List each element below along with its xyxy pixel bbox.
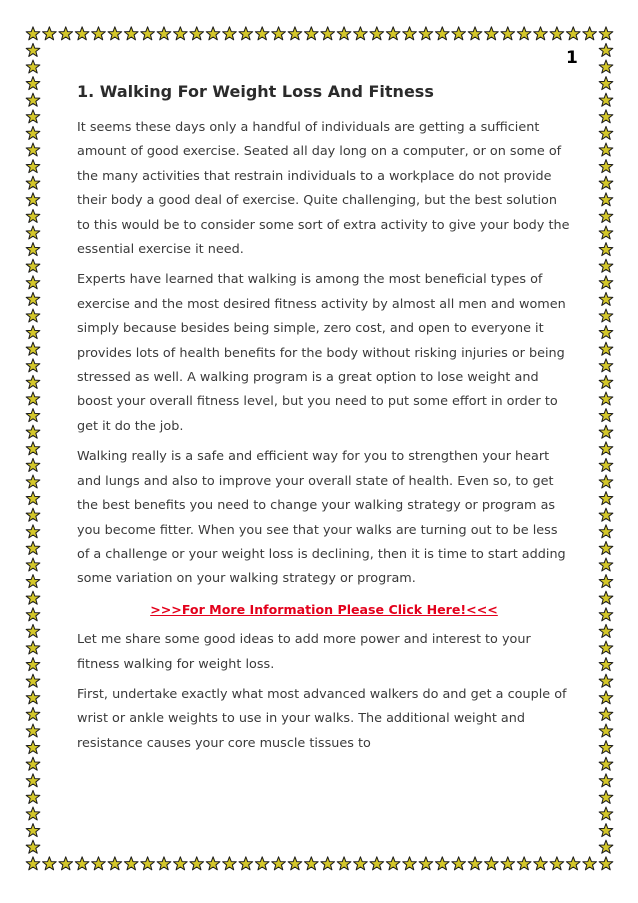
- star-icon: [288, 27, 302, 40]
- star-icon: [599, 309, 613, 322]
- star-icon: [157, 857, 171, 870]
- star-icon: [26, 641, 40, 654]
- star-icon: [599, 558, 613, 571]
- star-icon: [599, 508, 613, 521]
- star-icon: [92, 27, 106, 40]
- star-icon: [403, 27, 417, 40]
- star-icon: [206, 27, 220, 40]
- star-icon: [157, 27, 171, 40]
- star-icon: [599, 475, 613, 488]
- star-icon: [599, 857, 613, 870]
- star-icon: [386, 857, 400, 870]
- star-icon: [599, 326, 613, 339]
- star-icon: [26, 774, 40, 787]
- star-icon: [26, 442, 40, 455]
- star-icon: [26, 741, 40, 754]
- star-icon: [26, 60, 40, 73]
- star-icon: [26, 359, 40, 372]
- star-icon: [26, 309, 40, 322]
- page-number: 1: [566, 48, 578, 68]
- star-icon: [26, 525, 40, 538]
- star-icon: [43, 27, 57, 40]
- star-icon: [26, 375, 40, 388]
- star-icon: [26, 160, 40, 173]
- star-icon: [485, 857, 499, 870]
- article-title: 1. Walking For Weight Loss And Fitness: [77, 82, 434, 101]
- star-icon: [599, 674, 613, 687]
- star-icon: [26, 27, 40, 40]
- star-icon: [599, 840, 613, 853]
- star-icon: [337, 857, 351, 870]
- star-icon: [206, 857, 220, 870]
- star-icon: [599, 60, 613, 73]
- star-icon: [452, 857, 466, 870]
- star-icon: [599, 160, 613, 173]
- star-icon: [452, 27, 466, 40]
- paragraph-5: First, undertake exactly what most advanced walkers do and get a couple of wrist or ankle weights to use in your walks. The additional weight and resistance causes your core muscle tissues to: [77, 686, 567, 751]
- star-icon: [272, 27, 286, 40]
- star-icon: [321, 27, 335, 40]
- star-icon: [599, 658, 613, 671]
- star-icon: [124, 27, 138, 40]
- star-icon: [599, 243, 613, 256]
- star-icon: [501, 857, 515, 870]
- paragraph-4: Let me share some good ideas to add more power and interest to your fitness walking for weight loss.: [77, 632, 531, 672]
- star-icon: [26, 43, 40, 56]
- star-icon: [599, 707, 613, 720]
- star-icon: [26, 77, 40, 90]
- star-icon: [599, 392, 613, 405]
- star-icon: [583, 27, 597, 40]
- star-icon: [26, 492, 40, 505]
- star-icon: [26, 458, 40, 471]
- star-icon: [599, 591, 613, 604]
- star-icon: [534, 27, 548, 40]
- more-info-link[interactable]: >>>For More Information Please Click Here!<<<: [150, 601, 498, 617]
- star-icon: [599, 209, 613, 222]
- star-icon: [26, 674, 40, 687]
- star-icon: [599, 193, 613, 206]
- star-icon: [599, 807, 613, 820]
- star-icon: [92, 857, 106, 870]
- star-icon: [566, 857, 580, 870]
- star-icon: [599, 425, 613, 438]
- star-icon: [26, 757, 40, 770]
- star-icon: [599, 27, 613, 40]
- star-icon: [26, 707, 40, 720]
- star-icon: [26, 608, 40, 621]
- star-icon: [599, 292, 613, 305]
- star-icon: [26, 143, 40, 156]
- star-icon: [599, 824, 613, 837]
- star-icon: [190, 27, 204, 40]
- star-icon: [599, 359, 613, 372]
- star-icon: [26, 724, 40, 737]
- star-icon: [26, 176, 40, 189]
- star-icon: [26, 243, 40, 256]
- star-icon: [26, 226, 40, 239]
- star-icon: [599, 442, 613, 455]
- star-icon: [599, 143, 613, 156]
- star-icon: [255, 857, 269, 870]
- star-icon: [599, 375, 613, 388]
- star-icon: [26, 292, 40, 305]
- star-icon: [288, 857, 302, 870]
- star-icon: [239, 857, 253, 870]
- paragraph-3: Walking really is a safe and efficient way for you to strengthen your heart and lungs and also to improve your overall state of health. Even so, to get the best benefits you need to change your walking strategy or program as you become fitter. When you see that your walks are turning out to be less of a challenge or your weight loss is declining, then it is time to start adding some variation on your walking strategy or program.: [77, 449, 566, 587]
- star-icon: [599, 790, 613, 803]
- star-icon: [386, 27, 400, 40]
- star-icon: [435, 857, 449, 870]
- star-icon: [599, 126, 613, 139]
- star-icon: [304, 857, 318, 870]
- star-icon: [550, 857, 564, 870]
- star-icon: [26, 591, 40, 604]
- star-icon: [599, 110, 613, 123]
- star-icon: [26, 658, 40, 671]
- star-icon: [26, 193, 40, 206]
- star-icon: [26, 807, 40, 820]
- star-icon: [141, 27, 155, 40]
- star-icon: [108, 857, 122, 870]
- star-icon: [354, 857, 368, 870]
- star-icon: [174, 27, 188, 40]
- star-icon: [26, 110, 40, 123]
- star-icon: [599, 77, 613, 90]
- star-icon: [550, 27, 564, 40]
- star-icon: [272, 857, 286, 870]
- star-icon: [599, 724, 613, 737]
- star-icon: [26, 691, 40, 704]
- more-info-link-line: [77, 598, 571, 622]
- star-icon: [255, 27, 269, 40]
- star-icon: [59, 857, 73, 870]
- star-icon: [468, 27, 482, 40]
- star-icon: [26, 541, 40, 554]
- star-icon: [26, 209, 40, 222]
- star-icon: [26, 326, 40, 339]
- star-icon: [26, 824, 40, 837]
- star-icon: [599, 43, 613, 56]
- star-icon: [26, 126, 40, 139]
- star-icon: [599, 93, 613, 106]
- star-icon: [599, 492, 613, 505]
- star-icon: [435, 27, 449, 40]
- star-icon: [26, 508, 40, 521]
- star-icon: [354, 27, 368, 40]
- star-icon: [223, 27, 237, 40]
- star-icon: [43, 857, 57, 870]
- paragraph-2: Experts have learned that walking is among the most beneficial types of exercise and the most desired fitness activity by almost all men and women simply because besides being simple, zero cost, and open to everyone it provides lots of health benefits for the body without risking injuries or being stressed as well. A walking program is a great option to lose weight and boost your overall fitness level, but you need to put some effort in order to get it do the job.: [77, 272, 566, 434]
- star-icon: [321, 857, 335, 870]
- star-icon: [599, 774, 613, 787]
- star-icon: [239, 27, 253, 40]
- star-icon: [370, 27, 384, 40]
- star-icon: [599, 691, 613, 704]
- star-icon: [599, 541, 613, 554]
- star-icon: [403, 857, 417, 870]
- star-icon: [26, 276, 40, 289]
- star-icon: [599, 226, 613, 239]
- star-icon: [26, 409, 40, 422]
- star-icon: [599, 176, 613, 189]
- star-icon: [370, 857, 384, 870]
- star-icon: [304, 27, 318, 40]
- star-icon: [599, 409, 613, 422]
- star-icon: [59, 27, 73, 40]
- star-icon: [517, 27, 531, 40]
- star-icon: [599, 276, 613, 289]
- star-icon: [141, 857, 155, 870]
- star-icon: [108, 27, 122, 40]
- star-icon: [583, 857, 597, 870]
- star-icon: [485, 27, 499, 40]
- star-icon: [534, 857, 548, 870]
- star-icon: [26, 840, 40, 853]
- star-icon: [566, 27, 580, 40]
- star-icon: [26, 93, 40, 106]
- star-icon: [599, 624, 613, 637]
- star-icon: [599, 259, 613, 272]
- star-icon: [26, 558, 40, 571]
- star-icon: [468, 857, 482, 870]
- article-body: [77, 78, 571, 762]
- star-icon: [75, 27, 89, 40]
- star-icon: [26, 259, 40, 272]
- star-icon: [599, 458, 613, 471]
- star-icon: [26, 425, 40, 438]
- star-icon: [124, 857, 138, 870]
- star-icon: [26, 342, 40, 355]
- star-icon: [26, 392, 40, 405]
- star-icon: [599, 342, 613, 355]
- star-icon: [419, 857, 433, 870]
- star-icon: [517, 857, 531, 870]
- star-icon: [26, 475, 40, 488]
- star-icon: [599, 575, 613, 588]
- star-icon: [501, 27, 515, 40]
- star-icon: [599, 741, 613, 754]
- star-icon: [337, 27, 351, 40]
- star-icon: [26, 624, 40, 637]
- star-icon: [599, 757, 613, 770]
- star-icon: [26, 790, 40, 803]
- star-icon: [599, 641, 613, 654]
- star-icon: [26, 575, 40, 588]
- star-icon: [174, 857, 188, 870]
- star-icon: [26, 857, 40, 870]
- star-icon: [419, 27, 433, 40]
- star-icon: [599, 608, 613, 621]
- star-icon: [75, 857, 89, 870]
- star-icon: [599, 525, 613, 538]
- paragraph-1: It seems these days only a handful of individuals are getting a sufficient amount of good exercise. Seated all day long on a computer, or on some of the many activities that restrain individuals to a workplace do not provide their body a good deal of exercise. Quite challenging, but the best solution to this would be to consider some sort of extra activity to give your body the essential exercise it need.: [77, 120, 570, 258]
- star-icon: [190, 857, 204, 870]
- star-icon: [223, 857, 237, 870]
